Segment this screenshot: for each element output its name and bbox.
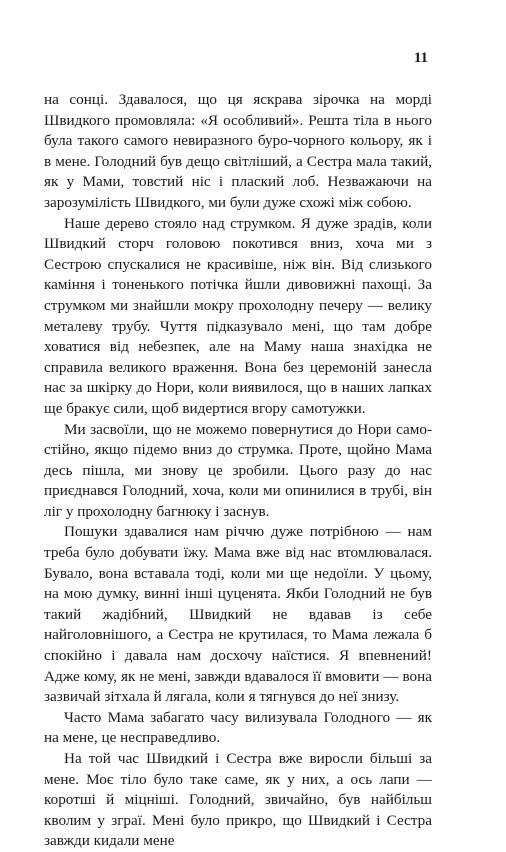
paragraph: На той час Швидкий і Сестра вже виросли більші за мене. Моє тіло було таке саме, як у них, а ось лапи — коротші й міцніші. Голодний, звичайно, був найбільш кволим у зграї. Мені було прикро, що Швидкий і Сестра завжди кидали мене: [44, 750, 432, 850]
paragraph: Ми засвоїли, що не можемо повернутися до Нори самостійно, якщо підемо вниз до струмка. Проте, щойно Мама десь пішла, ми знову це зробили. Цього разу до нас приєднався Голодний, хоча, коли ми опинилися в трубі, він ліг у прохолодну багнюку і заснув.: [44, 420, 432, 520]
paragraph: на сонці. Здавалося, що ця яскрава зірочка на морді Швидкого промовляла: «Я особливий». Решта тіла в нього була такого самого невиразного буро-чорного кольору, як і в мене. Голодний був дещо світліший, а Сестра мала такий, як у Мами, товстий ніс і плаский лоб. Незважаючи на зарозумілість Швидкого, ми були дуже схожі між собою.: [44, 91, 432, 211]
paragraph: Часто Мама забагато часу вилизувала Голодного — як на мене, це несправедливо.: [44, 708, 432, 747]
page-number: 11: [413, 50, 428, 66]
body-text: [44, 90, 432, 852]
paragraph: Наше дерево стояло над струмком. Я дуже зрадів, коли Швидкий сторч головою покотився вниз, хоча ми з Сестрою спускалися не красивіше, ніж він. Від слизького каміння і тоненького потічка йшли дивовижні пахощі. За струмком ми знайшли мокру прохолодну печеру — велику металеву трубу. Чуття підказувало мені, що там добре ховатися від небезпек, але на Маму наша знахідка не справила великого враження. Вона без церемоній занесла нас за шкірку до Нори, коли виявилося, що в наших лапках ще бракує сили, щоб видертися вгору самотужки.: [44, 214, 432, 417]
paragraph: Пошуки здавалися нам річчю дуже потрібною — нам треба було добувати їжу. Мама вже від нас втомлювалася. Бувало, вона вставала тоді, коли ми ще недоїли. У цьому, на мою думку, винні інші цуценята. Якби Голодний не був такий жадібний, Швидкий не вдавав із себе найголовнішого, а Сестра не крутилася, то Мама лежала б спокійно і давала нам досхочу наїстися. Я впевнений! Адже кому, як не мені, завжди вдавалося її вмовити — вона зазвичай зітхала й лягала, коли я тягнувся до неї знизу.: [44, 523, 432, 706]
